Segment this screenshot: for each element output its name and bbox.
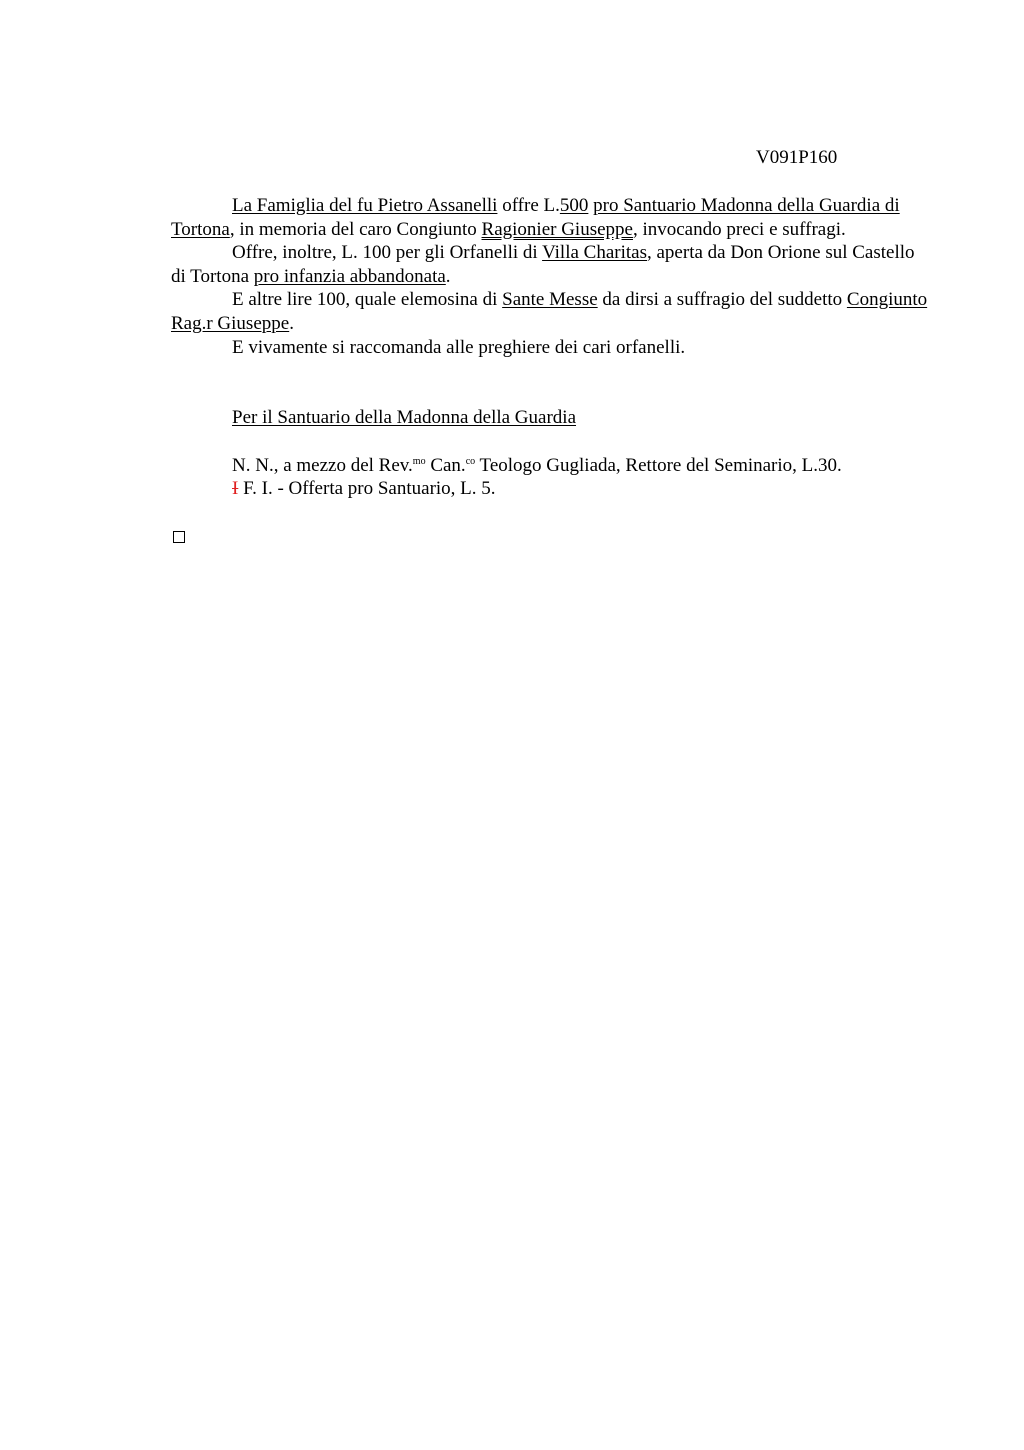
section-heading: Per il Santuario della Madonna della Guardia — [232, 407, 577, 429]
sanctuary-name: pro Santuario Madonna della Guardia di Tortona — [171, 195, 900, 240]
villa-charitas: Villa Charitas — [542, 242, 647, 264]
deceased-name: Ragionier Giuseppe — [481, 218, 633, 240]
pro-infanzia: pro infanzia abbandonata — [253, 265, 446, 287]
amount-500: 500 — [559, 195, 589, 216]
sante-messe: Sante Messe — [502, 289, 598, 311]
spacer — [171, 430, 929, 454]
paragraph-fi-offerta: I F. I. - Offerta pro Santuario, L. 5. — [232, 478, 496, 500]
struck-letter: I — [232, 478, 239, 500]
paragraph-orfanelli: Offre, inoltre, L. 100 per gli Orfanelli di Villa Charitas, aperta da Don Orione sul Castello di Tortona pro infanzia abbandonata. — [171, 242, 915, 287]
page-code: V091P160 — [756, 147, 838, 168]
donor-name: La Famiglia del fu Pietro Assanelli — [232, 195, 498, 216]
paragraph-nn-offerta: N. N., a mezzo del Rev.$^{mo}$ Can.$^{co}$ Teologo Gugliada, Rettore del Seminario, L.30. — [232, 454, 842, 476]
spacer — [171, 359, 929, 406]
checkbox-icon[interactable] — [173, 531, 185, 543]
paragraph-sante-messe: E altre lire 100, quale elemosina di Sante Messe da dirsi a suffragio del suddetto Congiunto Rag.r Giuseppe. — [171, 289, 928, 334]
paragraph-raccomanda: E vivamente si raccomanda alle preghiere dei cari orfanelli. — [232, 336, 686, 358]
congiunto-name: Congiunto Rag.r Giuseppe — [171, 289, 928, 334]
document-body — [171, 194, 929, 501]
paragraph-donation-famiglia: La Famiglia del fu Pietro Assanelli offre L.500 pro Santuario Madonna della Guardia di Tortona, in memoria del caro Congiunto Ragionier Giuseppe, invocando preci e suffragi. — [171, 195, 900, 240]
